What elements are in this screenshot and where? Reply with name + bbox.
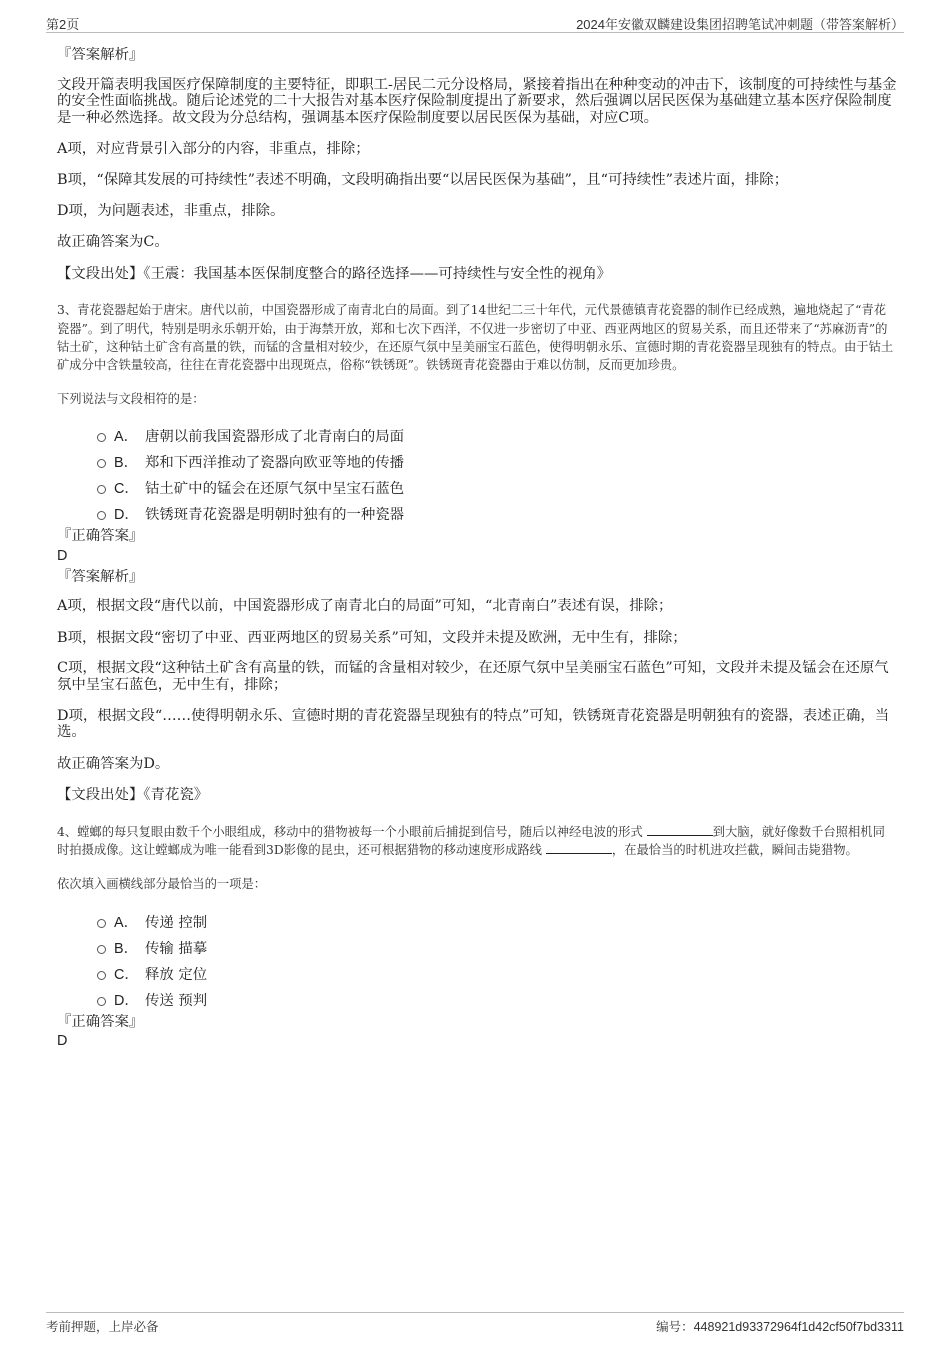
q3-source: 【文段出处】《青花瓷》 <box>57 787 209 804</box>
q2-analysis-label: 『答案解析』 <box>57 47 144 63</box>
q4-stem: 4、螳螂的每只复眼由数千个小眼组成，移动中的猎物被每一个小眼前后捕捉到信号，随后以神经电波的形式 到大脑，就好像数千台照相机同时拍摄成像。这让螳螂成为唯一能看到3D影像的昆虫，还可根据猎物的移动速度形成路线 ，在最恰当的时机进攻拦截，瞬间击毙猎物。 <box>57 824 885 858</box>
radio-icon[interactable] <box>97 945 106 954</box>
q4-answer: D <box>57 1033 68 1050</box>
q2-analysis-b: B项，“保障其发展的可持续性”表述不明确，文段明确指出要“以居民医保为基础”，且“可持续性”表述片面，排除； <box>57 171 789 188</box>
q4-blank-2 <box>546 842 612 854</box>
radio-icon[interactable] <box>97 485 106 494</box>
q4-option-d[interactable]: D． 传送 预判 <box>57 988 897 1014</box>
q2-analysis-paragraph: 文段开篇表明我国医疗保障制度的主要特征，即职工-居民二元分设格局，紧接着指出在种种变动的冲击下，该制度的可持续性与基金的安全性面临挑战。随后论述党的二十大报告对基本医疗保险制度提出了新要求，然后强调以居民医保为基础建立基本医疗保险制度是一种必然选择。故文段为分总结构，强调基本医疗保险制度要以居民医保为基础，对应C项。 <box>57 76 897 126</box>
q2-analysis-d: D项，为问题表述，非重点，排除。 <box>57 202 285 219</box>
radio-icon[interactable] <box>97 971 106 980</box>
q3-analysis-a: A项，根据文段“唐代以前，中国瓷器形成了南青北白的局面”可知，“北青南白”表述有误，排除； <box>57 598 673 615</box>
q2-source: 【文段出处】《王震：我国基本医保制度整合的路径选择——可持续性与安全性的视角》 <box>57 265 612 282</box>
q4-option-c[interactable]: C． 释放 定位 <box>57 962 897 988</box>
q3-analysis-b: B项，根据文段“密切了中亚、西亚两地区的贸易关系”可知，文段并未提及欧洲，无中生有，排除； <box>57 629 687 646</box>
q4-answer-label: 『正确答案』 <box>57 1013 144 1030</box>
q2-analysis-a: A项，对应背景引入部分的内容，非重点，排除； <box>57 141 370 158</box>
q3-option-d[interactable]: D． 铁锈斑青花瓷器是明朝时独有的一种瓷器 <box>57 502 897 528</box>
q3-option-c[interactable]: C． 钴土矿中的锰会在还原气氛中呈宝石蓝色 <box>57 476 897 502</box>
q3-option-b[interactable]: B． 郑和下西洋推动了瓷器向欧亚等地的传播 <box>57 450 897 476</box>
q3-prompt: 下列说法与文段相符的是： <box>57 392 205 407</box>
q3-conclusion: 故正确答案为D。 <box>57 755 170 772</box>
radio-icon[interactable] <box>97 511 106 520</box>
radio-icon[interactable] <box>97 433 106 442</box>
radio-icon[interactable] <box>97 919 106 928</box>
q3-option-a[interactable]: A． 唐朝以前我国瓷器形成了北青南白的局面 <box>57 424 897 450</box>
q3-stem: 3、青花瓷器起始于唐宋。唐代以前，中国瓷器形成了南青北白的局面。到了14世纪二三十年代，元代景德镇青花瓷器的制作已经成熟，遍地烧起了“青花瓷器”。到了明代，特别是明永乐朝开始，由于海禁开放，郑和七次下西洋，不仅进一步密切了中亚、西亚两地区的贸易关系，而且还带来了“苏麻沥青”的钴土矿，这种钴土矿含有高量的铁，而锰的含量相对较少，在还原气氛中呈美丽宝石蓝色，使得明朝永乐、宣德时期的青花瓷器呈现独有的特点。由于钴土矿成分中含铁量较高，往往在青花瓷器中出现斑点，俗称“铁锈斑”。铁锈斑青花瓷器由于难以仿制，反而更加珍贵。 <box>57 303 894 372</box>
footer-slogan: 考前押题，上岸必备 <box>46 1320 159 1334</box>
q4-options <box>57 910 897 1014</box>
q2-conclusion: 故正确答案为C。 <box>57 234 169 251</box>
q4-blank-1 <box>647 824 713 836</box>
radio-icon[interactable] <box>97 459 106 468</box>
document-title: 2024年安徽双麟建设集团招聘笔试冲刺题（带答案解析） <box>576 17 904 32</box>
page-footer <box>46 1312 904 1335</box>
page-number: 第2页 <box>46 17 80 32</box>
document-body <box>57 46 897 1050</box>
radio-icon[interactable] <box>97 997 106 1006</box>
q3-analysis-label: 『答案解析』 <box>57 568 144 585</box>
q3-answer: D <box>57 547 68 564</box>
q3-answer-label: 『正确答案』 <box>57 528 144 545</box>
q3-analysis-c: C项，根据文段“这种钴土矿含有高量的铁，而锰的含量相对较少，在还原气氛中呈美丽宝石蓝色”可知，文段并未提及锰会在还原气氛中呈宝石蓝色，无中生有，排除； <box>57 660 889 693</box>
document-code: 编号：448921d93372964f1d42cf50f7bd3311 <box>656 1320 904 1334</box>
page-header <box>46 12 904 33</box>
q3-analysis-d: D项，根据文段“……使得明朝永乐、宣德时期的青花瓷器呈现独有的特点”可知，铁锈斑青花瓷器是明朝独有的瓷器，表述正确，当选。 <box>57 707 890 741</box>
q4-option-a[interactable]: A． 传递 控制 <box>57 910 897 936</box>
q4-option-b[interactable]: B． 传输 描摹 <box>57 936 897 962</box>
q4-prompt: 依次填入画横线部分最恰当的一项是： <box>57 877 267 892</box>
q3-options <box>57 424 897 528</box>
